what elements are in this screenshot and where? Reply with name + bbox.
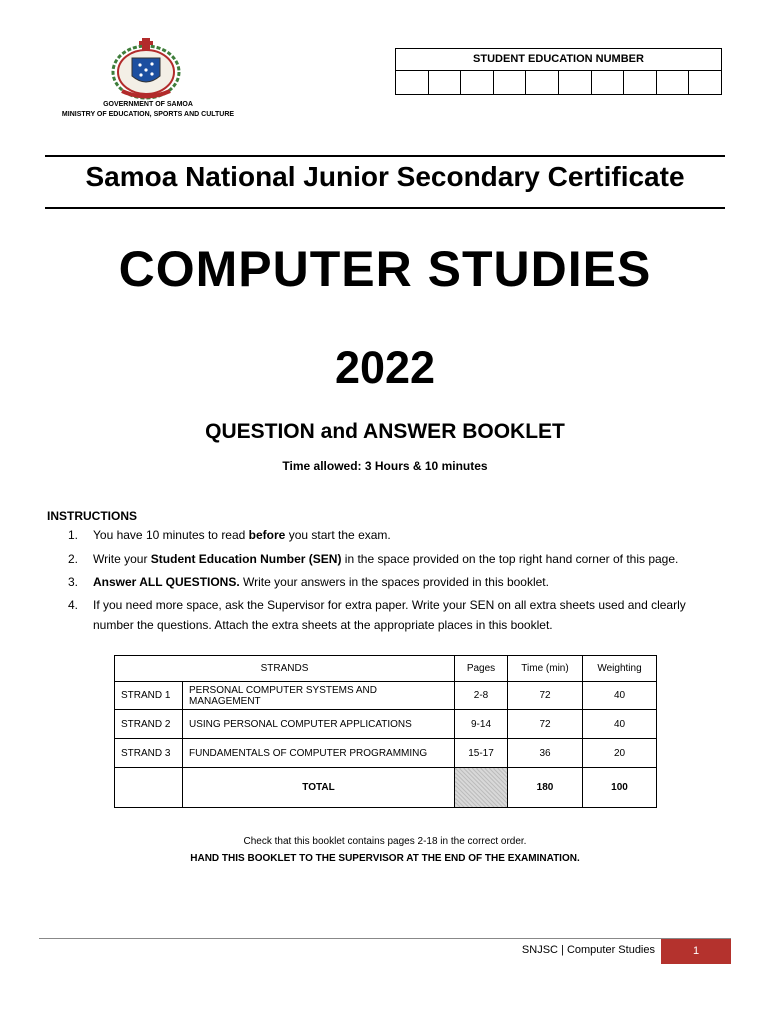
weighting-cell: 40: [583, 710, 657, 739]
strand-cell: STRAND 1: [115, 682, 183, 710]
pages-cell: 9-14: [455, 710, 508, 739]
time-cell: 72: [508, 710, 583, 739]
top-rule: [45, 155, 725, 157]
instruction-text: in the space provided on the top right hand corner of this page.: [341, 552, 679, 566]
sen-cell[interactable]: [461, 71, 494, 95]
header-pages: Pages: [455, 656, 508, 682]
instruction-number: 2.: [68, 552, 79, 566]
instruction-bold: Answer ALL QUESTIONS.: [93, 575, 240, 589]
exam-year: 2022: [334, 342, 436, 393]
sen-cell[interactable]: [624, 71, 657, 95]
table-row: [115, 739, 657, 768]
strand-cell: STRAND 3: [115, 739, 183, 768]
footer-rule: [39, 938, 731, 939]
instruction-bold: Student Education Number (SEN): [150, 552, 342, 566]
booklet-title: QUESTION and ANSWER BOOKLET: [205, 420, 565, 443]
total-weighting: 100: [583, 768, 657, 808]
sen-cells: [396, 71, 721, 95]
instruction-text: You have 10 minutes to read: [93, 528, 249, 542]
time-allowed: Time allowed: 3 Hours & 10 minutes: [282, 459, 488, 473]
page-number: 1: [661, 939, 731, 964]
time-cell: 36: [508, 739, 583, 768]
header-strands: STRANDS: [115, 656, 455, 682]
sen-cell[interactable]: [657, 71, 690, 95]
table-row: [115, 710, 657, 739]
instruction-number: 1.: [68, 528, 79, 542]
table-header-row: [115, 656, 657, 682]
total-pages-shaded: [455, 768, 508, 808]
footer-text: SNJSC | Computer Studies: [521, 944, 655, 956]
subject-title: COMPUTER STUDIES: [118, 241, 652, 297]
instruction-item: [68, 595, 728, 635]
ministry-name: MINISTRY OF EDUCATION, SPORTS AND CULTURE: [61, 111, 235, 118]
instruction-text: If you need more space, ask the Supervisor for extra paper. Write your SEN on all extra sheets used and clearly number the questions. Attach the extra sheets at the appropriate places in this booklet.: [93, 598, 686, 632]
total-label: TOTAL: [183, 768, 455, 808]
sen-cell[interactable]: [689, 71, 721, 95]
sen-cell[interactable]: [429, 71, 462, 95]
sen-cell[interactable]: [526, 71, 559, 95]
header-time: Time (min): [508, 656, 583, 682]
strand-name-cell: USING PERSONAL COMPUTER APPLICATIONS: [183, 710, 455, 739]
instruction-item: [68, 549, 728, 569]
instruction-item: [68, 572, 728, 592]
instruction-text: Write your answers in the spaces provided in this booklet.: [239, 575, 549, 589]
hand-in-note: HAND THIS BOOKLET TO THE SUPERVISOR AT THE END OF THE EXAMINATION.: [190, 853, 580, 864]
weighting-cell: 40: [583, 682, 657, 710]
instruction-text: Write your: [93, 552, 151, 566]
government-name: GOVERNMENT OF SAMOA: [103, 101, 193, 108]
sen-cell[interactable]: [592, 71, 625, 95]
sen-box: [395, 48, 722, 95]
instruction-item: [68, 525, 728, 545]
weighting-cell: 20: [583, 739, 657, 768]
pages-cell: 15-17: [455, 739, 508, 768]
table-total-row: [115, 768, 657, 808]
time-cell: 72: [508, 682, 583, 710]
instruction-number: 4.: [68, 598, 79, 612]
certificate-title: Samoa National Junior Secondary Certificate: [85, 161, 685, 192]
table-row: [115, 682, 657, 710]
page-check-note: Check that this booklet contains pages 2-18 in the correct order.: [243, 836, 527, 847]
strand-name-cell: FUNDAMENTALS OF COMPUTER PROGRAMMING: [183, 739, 455, 768]
strand-name-cell: PERSONAL COMPUTER SYSTEMS AND MANAGEMENT: [183, 682, 455, 710]
header-weighting: Weighting: [583, 656, 657, 682]
instruction-number: 3.: [68, 575, 79, 589]
instruction-bold: before: [248, 528, 286, 542]
instructions-heading: INSTRUCTIONS: [47, 509, 137, 523]
sen-title: STUDENT EDUCATION NUMBER: [396, 49, 721, 71]
strands-table: [114, 655, 657, 808]
sen-cell[interactable]: [559, 71, 592, 95]
instruction-text: you start the exam.: [285, 528, 391, 542]
samoa-coat-of-arms-icon: [108, 36, 184, 102]
pages-cell: 2-8: [455, 682, 508, 710]
bottom-rule: [45, 207, 725, 209]
total-empty-cell: [115, 768, 183, 808]
sen-cell[interactable]: [494, 71, 527, 95]
strand-cell: STRAND 2: [115, 710, 183, 739]
total-time: 180: [508, 768, 583, 808]
sen-cell[interactable]: [396, 71, 429, 95]
